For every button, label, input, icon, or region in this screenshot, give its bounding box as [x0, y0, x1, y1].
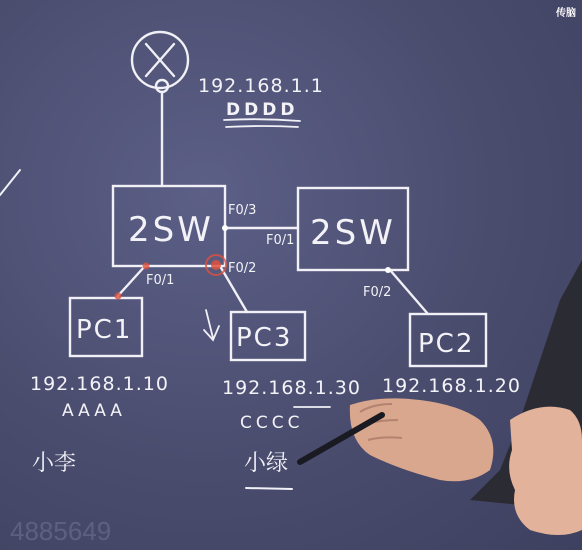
switch2-port-f02-dot [385, 267, 391, 273]
router-ip: 192.168.1.1 [198, 75, 324, 97]
pc2-ip: 192.168.1.20 [382, 375, 521, 397]
pc1-ip: 192.168.1.10 [30, 373, 169, 395]
switch2-label: 2SW [310, 213, 396, 253]
pc1-label: PC1 [76, 315, 133, 345]
router-port-icon [156, 80, 168, 92]
pointer-arrow-icon [204, 310, 219, 340]
switch1-port-f01: F0/1 [146, 273, 175, 288]
switch1-port-f03: F0/3 [228, 203, 257, 218]
switch2-port-f01: F0/1 [266, 233, 295, 248]
router-mac-underline [224, 119, 300, 127]
margin-stroke [0, 170, 20, 195]
pc3-owner: 小绿 [244, 451, 289, 476]
pc3-mac: CCCC [240, 413, 304, 433]
switch2-port-f02: F0/2 [363, 285, 392, 300]
pc1-mac: AAAA [62, 401, 126, 421]
watermark: 4885649 [10, 516, 112, 546]
pc2-label: PC2 [418, 329, 475, 359]
switch1-label: 2SW [128, 210, 214, 250]
link-switch2-pc2 [390, 270, 428, 314]
link-switch1-pc1 [116, 266, 145, 298]
pc3-label: PC3 [236, 323, 293, 353]
router-cross-icon [146, 44, 174, 76]
pc3-owner-underline [246, 488, 292, 489]
switch1-port-f02: F0/2 [228, 261, 257, 276]
corner-text: 传脑 [556, 8, 576, 19]
pc3-ip: 192.168.1.30 [222, 377, 361, 399]
switch1-port-f03-dot [222, 225, 228, 231]
router-mac: DDDD [226, 100, 299, 120]
pc1-owner: 小李 [32, 451, 77, 476]
